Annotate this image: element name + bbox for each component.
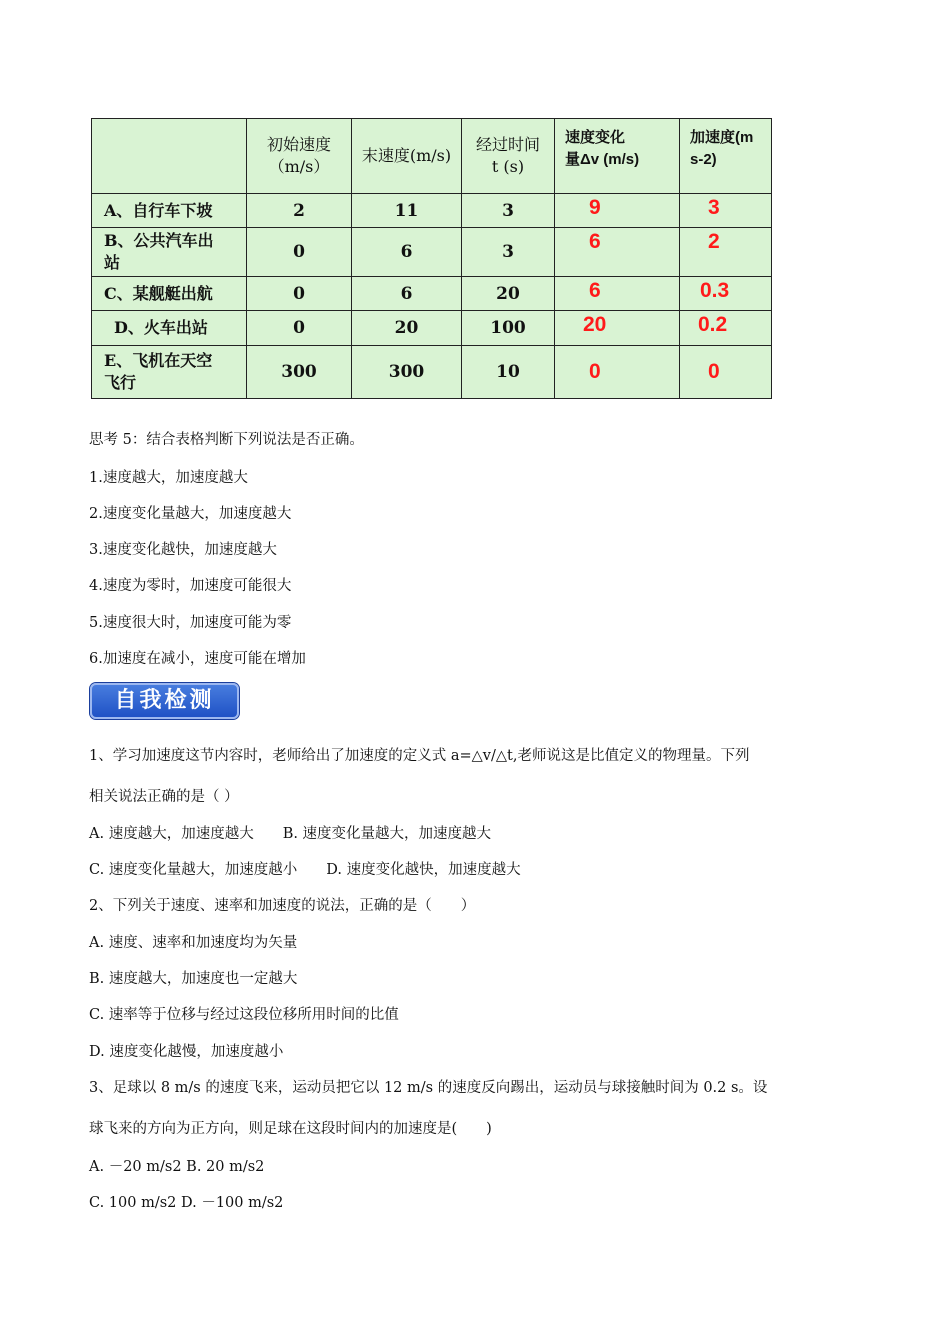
q1-stem: 1、学习加速度这节内容时，老师给出了加速度的定义式 a=△v/△t,老师说这是比值定义的物理量。下列 xyxy=(89,748,750,764)
cell-v1: 20 xyxy=(352,311,462,346)
cell-dv: 0 xyxy=(555,346,680,399)
self-test-badge: 自我检测 xyxy=(90,683,239,719)
think-item: 6.加速度在减小，速度可能在增加 xyxy=(89,651,306,667)
header-initial-velocity: 初始速度 （m/s） xyxy=(247,119,352,194)
cell-v0: 2 xyxy=(247,194,352,228)
cell-t: 3 xyxy=(462,227,555,276)
row-label: C、某舰艇出航 xyxy=(92,276,247,311)
cell-dv: 9 xyxy=(555,194,680,228)
q2-stem: 2、下列关于速度、速率和加速度的说法，正确的是（ ） xyxy=(89,898,476,914)
q2-option-b: B. 速度越大，加速度也一定越大 xyxy=(89,971,298,987)
cell-v0: 0 xyxy=(247,311,352,346)
q3-options-ab: A. －20 m/s2 B. 20 m/s2 xyxy=(89,1159,265,1175)
q1-stem-cont: 相关说法正确的是（ ） xyxy=(89,789,239,805)
row-label: E、飞机在天空 飞行 xyxy=(92,346,247,399)
cell-dv: 6 xyxy=(555,227,680,276)
cell-t: 20 xyxy=(462,276,555,311)
velocity-table xyxy=(91,118,772,399)
think-title: 思考 5：结合表格判断下列说法是否正确。 xyxy=(89,432,364,448)
table-row xyxy=(92,311,772,346)
table-row xyxy=(92,227,772,276)
cell-t: 3 xyxy=(462,194,555,228)
q2-option-a: A. 速度、速率和加速度均为矢量 xyxy=(89,935,298,951)
cell-t: 10 xyxy=(462,346,555,399)
cell-v0: 0 xyxy=(247,276,352,311)
q2-option-d: D. 速度变化越慢，加速度越小 xyxy=(89,1044,284,1060)
cell-v1: 6 xyxy=(352,227,462,276)
q3-stem-cont: 球飞来的方向为正方向，则足球在这段时间内的加速度是( ) xyxy=(89,1121,492,1137)
q1-options-ab: A. 速度越大，加速度越大 B. 速度变化量越大，加速度越大 xyxy=(89,826,492,842)
header-blank xyxy=(92,119,247,194)
cell-v1: 6 xyxy=(352,276,462,311)
row-label: B、公共汽车出 站 xyxy=(92,227,247,276)
cell-dv: 20 xyxy=(555,311,680,346)
cell-a: 0 xyxy=(680,346,772,399)
row-label: D、火车出站 xyxy=(92,311,247,346)
header-elapsed-time: 经过时间 t (s) xyxy=(462,119,555,194)
q2-option-c: C. 速率等于位移与经过这段位移所用时间的比值 xyxy=(89,1007,399,1023)
table-row xyxy=(92,194,772,228)
header-final-velocity: 末速度(m/s) xyxy=(352,119,462,194)
cell-a: 0.3 xyxy=(680,276,772,311)
row-label: A、自行车下坡 xyxy=(92,194,247,228)
q1-options-cd: C. 速度变化量越大，加速度越小 D. 速度变化越快，加速度越大 xyxy=(89,862,521,878)
cell-a: 3 xyxy=(680,194,772,228)
think-item: 4.速度为零时，加速度可能很大 xyxy=(89,578,292,594)
table-header-row xyxy=(92,119,772,194)
cell-a: 0.2 xyxy=(680,311,772,346)
q3-stem: 3、足球以 8 m/s 的速度飞来，运动员把它以 12 m/s 的速度反向踢出，运动员与球接触时间为 0.2 s。设 xyxy=(89,1080,768,1096)
cell-v0: 300 xyxy=(247,346,352,399)
think-item: 3.速度变化越快，加速度越大 xyxy=(89,542,277,558)
q3-options-cd: C. 100 m/s2 D. －100 m/s2 xyxy=(89,1195,284,1211)
table-row xyxy=(92,346,772,399)
table-row xyxy=(92,276,772,311)
cell-t: 100 xyxy=(462,311,555,346)
cell-v1: 11 xyxy=(352,194,462,228)
cell-v1: 300 xyxy=(352,346,462,399)
cell-a: 2 xyxy=(680,227,772,276)
think-item: 5.速度很大时，加速度可能为零 xyxy=(89,615,292,631)
cell-dv: 6 xyxy=(555,276,680,311)
header-velocity-change: 速度变化 量Δv (m/s) xyxy=(555,119,680,194)
header-acceleration: 加速度(m s-2) xyxy=(680,119,772,194)
think-item: 1.速度越大，加速度越大 xyxy=(89,470,248,486)
cell-v0: 0 xyxy=(247,227,352,276)
think-item: 2.速度变化量越大，加速度越大 xyxy=(89,506,292,522)
